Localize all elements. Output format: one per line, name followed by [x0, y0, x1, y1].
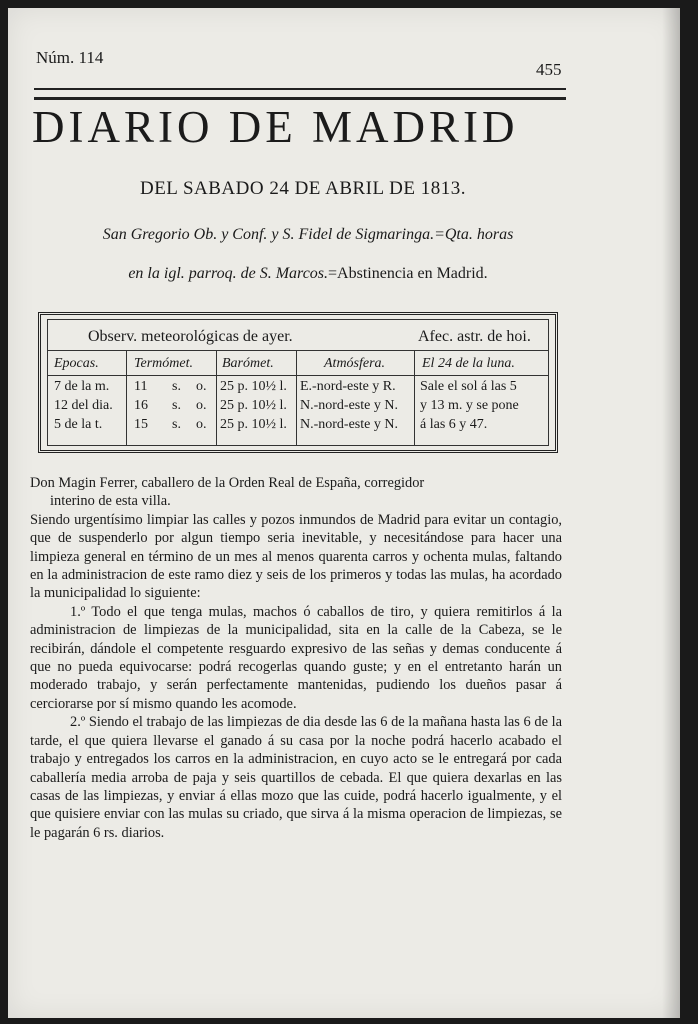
col-luna: El 24 de la luna.	[422, 356, 515, 371]
cell-epoca: 7 de la m.	[54, 379, 110, 394]
cell-termometro: 15	[134, 417, 148, 432]
divider	[48, 350, 548, 351]
column-divider	[296, 350, 297, 445]
paragraph: Siendo urgentísimo limpiar las calles y pozos inmundos de Madrid para evitar un contagio, que de suspenderlo por algun tiempo seria inevitable, y necesitándose para hacer una limpieza general en término de un mes al menos quarenta carros y ochenta mulas, faltando en la administracion de este ramo diez y seis de los primeros y todas las mulas, ha acordado la municipalidad lo siguiente:	[30, 511, 562, 602]
cell-atmosfera: N.-nord-este y N.	[300, 398, 398, 413]
cell-s: s.	[172, 417, 181, 432]
article-heading-cont: interino de esta villa.	[50, 493, 171, 510]
cell-epoca: 5 de la t.	[54, 417, 103, 432]
cell-s: s.	[172, 398, 181, 413]
cell-barometro: 25 p. 10½ l.	[220, 379, 287, 394]
column-divider	[414, 350, 415, 445]
double-rule	[34, 88, 566, 100]
saints-line-2-italic: en la igl. parroq. de S. Marcos.	[128, 265, 329, 282]
divider	[48, 375, 548, 376]
cell-termometro: 16	[134, 398, 148, 413]
cell-epoca: 12 del dia.	[54, 398, 113, 413]
saints-line-2	[8, 265, 608, 283]
col-epocas: Epocas.	[54, 356, 99, 371]
cell-barometro: 25 p. 10½ l.	[220, 417, 287, 432]
cell-atmosfera: N.-nord-este y N.	[300, 417, 398, 432]
issue-number: Núm. 114	[36, 48, 104, 67]
saints-line-2-plain: =Abstinencia en Madrid.	[328, 265, 488, 282]
newspaper-page	[8, 8, 680, 1018]
cell-luna: Sale el sol á las 5	[420, 379, 517, 394]
cell-s: s.	[172, 379, 181, 394]
col-atmosfera: Atmósfera.	[324, 356, 386, 371]
issue-date: DEL SABADO 24 DE ABRIL DE 1813.	[139, 178, 466, 199]
page-edge-shadow	[662, 8, 680, 1018]
paragraph: 1.º Todo el que tenga mulas, machos ó caballos de tiro, y quiera remitirlos á la administracion de limpiezas de la municipalidad, sita en la calle de la Cabeza, se le recibirán, dándole el competente resguardo expresivo de las señas y demas conducente á que no pueda equivocarse: podrá recogerlas quando guste; y en el entretanto harán un moderado trabajo, y serán perfectamente mantenidas, pudiendo los dueños pasar á cerciorarse por sí mismo quando les acomode.	[30, 603, 562, 712]
column-divider	[126, 350, 127, 445]
newspaper-title: DIARIO DE MADRID	[32, 102, 519, 152]
cell-atmosfera: E.-nord-este y R.	[300, 379, 396, 394]
cell-o: o.	[196, 398, 207, 413]
weather-table	[47, 319, 549, 446]
cell-barometro: 25 p. 10½ l.	[220, 398, 287, 413]
col-barometro: Barómet.	[222, 356, 274, 371]
article-body	[30, 474, 562, 842]
article-heading: Don Magin Ferrer, caballero de la Orden Real de España, corregidor	[30, 475, 425, 491]
saints-line-1: San Gregorio Ob. y Conf. y S. Fidel de Sigmaringa.=Qta. horas	[102, 226, 514, 243]
weather-observations-box	[38, 312, 558, 453]
cell-o: o.	[196, 417, 207, 432]
cell-luna: á las 6 y 47.	[420, 417, 488, 432]
column-divider	[216, 350, 217, 445]
page-number: 455	[536, 60, 562, 79]
astro-title: Afec. astr. de hoi.	[418, 328, 531, 345]
weather-title: Observ. meteorológicas de ayer.	[88, 328, 293, 345]
paragraph: 2.º Siendo el trabajo de las limpiezas de dia desde las 6 de la mañana hasta las 6 de la tarde, el que quiera llevarse el ganado á su casa por la noche podrá hacerlo acabado el trabajo y entregados los carros en la administracion, en cuyo acto se le entregará por cada caballería media arroba de paja y seis quartillos de cebada. El que quiera dexarlas en las casas de las limpiezas, y enviar á ellas mozo que las cuide, podrá hacerlo igualmente, y el que quisiere enviar con las mulas su criado, que sirva á la misma operacion de limpiezas, se le pagarán 6 rs. diarios.	[30, 714, 562, 841]
cell-luna: y 13 m. y se pone	[420, 398, 519, 413]
col-termometro: Termómet.	[134, 356, 193, 371]
cell-termometro: 11	[134, 379, 148, 394]
cell-o: o.	[196, 379, 207, 394]
